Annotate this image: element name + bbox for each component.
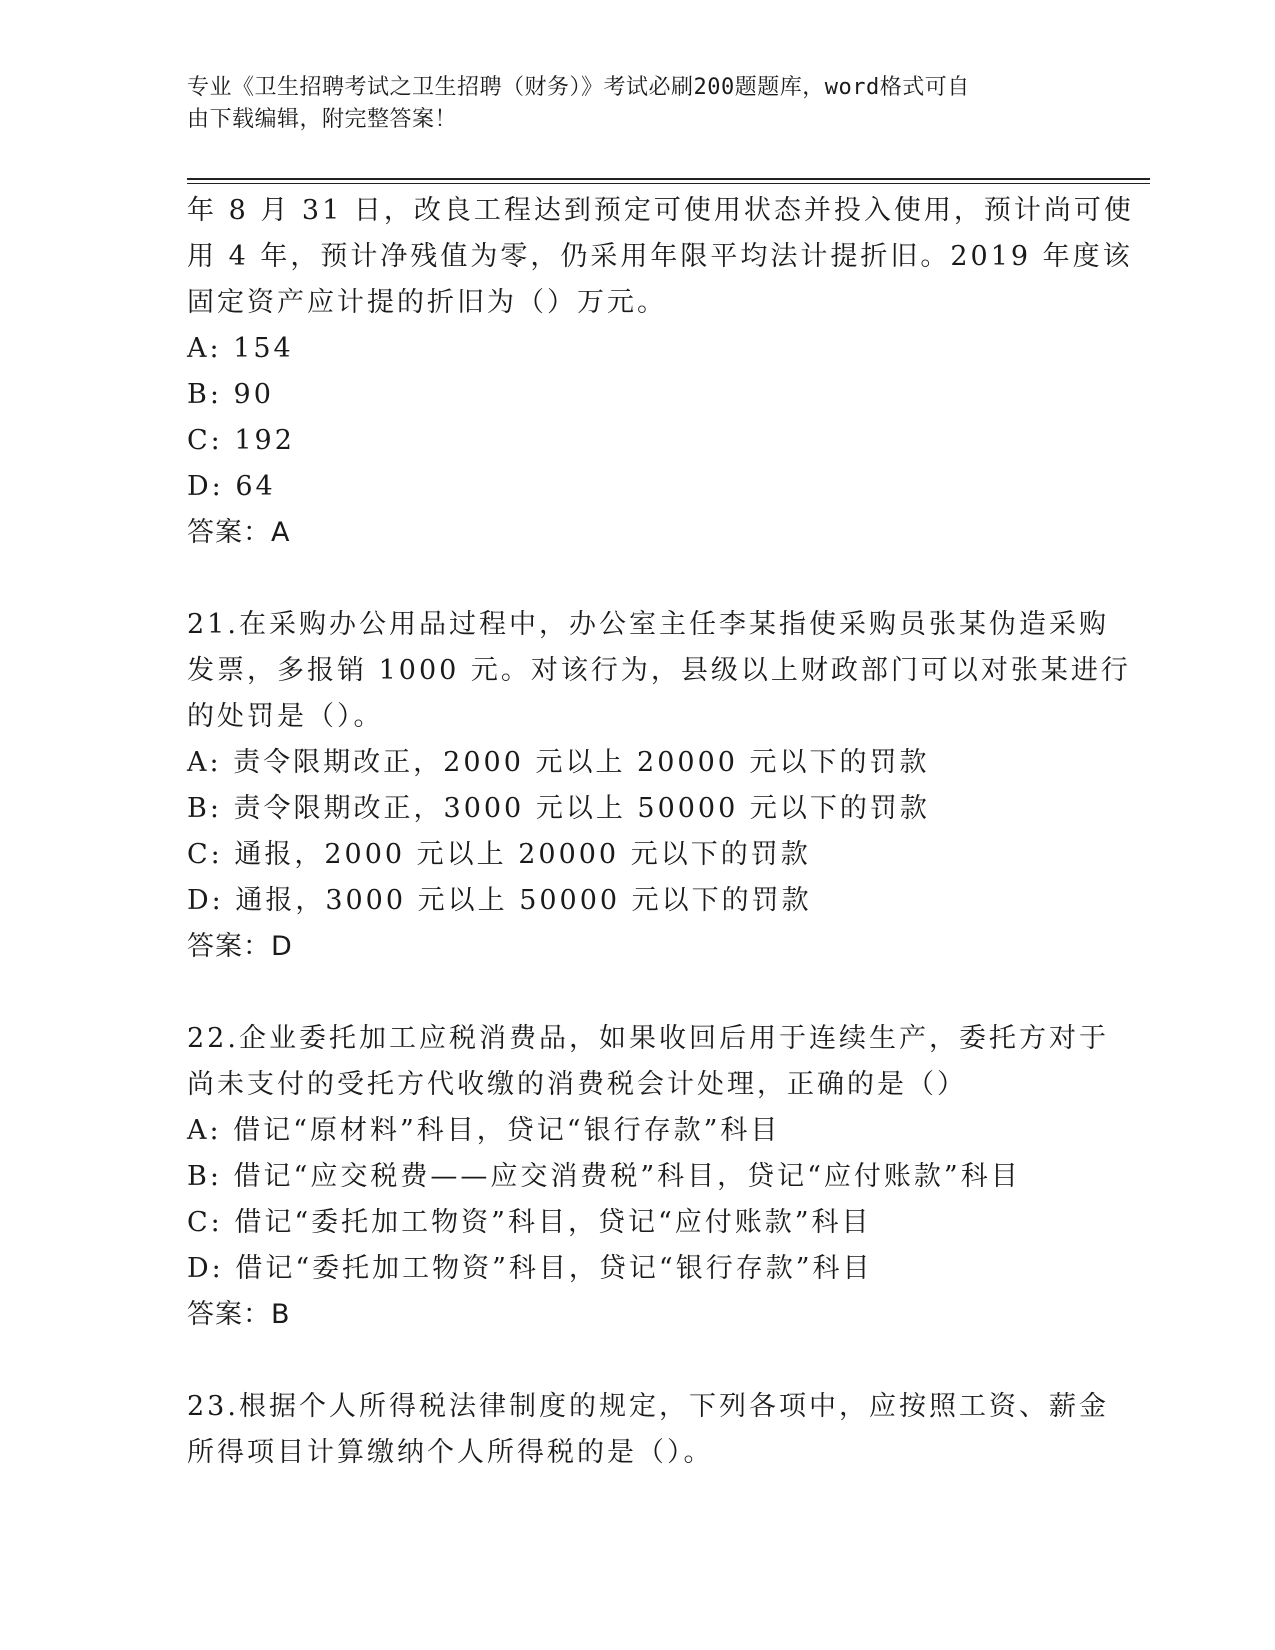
question-stem-line: 发票，多报销 1000 元。对该行为，县级以上财政部门可以对张某进行: [187, 655, 1131, 686]
option-d: D: 借记“委托加工物资”科目，贷记“银行存款”科目: [187, 1253, 873, 1284]
spacer: [187, 556, 1087, 602]
option-c: C: 通报，2000 元以上 20000 元以下的罚款: [187, 839, 811, 870]
header-line-2: 由下载编辑，附完整答案！: [187, 107, 458, 132]
question-21: [187, 602, 1131, 970]
header-line-1: 专业《卫生招聘考试之卫生招聘（财务）》考试必刷200题题库，word格式可自: [187, 75, 970, 100]
option-b: B: 责令限期改正，3000 元以上 50000 元以下的罚款: [187, 793, 930, 824]
spacer: [187, 970, 1087, 1016]
option-c: C: 192: [187, 425, 295, 456]
header-divider-thin: [187, 183, 1150, 184]
question-stem-line: 年 8 月 31 日，改良工程达到预定可使用状态并投入使用，预计尚可使: [187, 195, 1134, 226]
question-stem-line: 所得项目计算缴纳个人所得税的是（）。: [187, 1437, 714, 1468]
question-stem-line: 的处罚是（）。: [187, 701, 384, 732]
question-stem-line: 固定资产应计提的折旧为（）万元。: [187, 287, 667, 318]
question-23: [187, 1384, 1109, 1476]
page-header: [187, 72, 1067, 136]
question-stem-line: 23.根据个人所得税法律制度的规定，下列各项中，应按照工资、薪金: [187, 1391, 1109, 1422]
option-b: B: 借记“应交税费——应交消费税”科目，贷记“应付账款”科目: [187, 1161, 1021, 1192]
option-c: C: 借记“委托加工物资”科目，贷记“应付账款”科目: [187, 1207, 872, 1238]
spacer: [187, 1338, 1087, 1384]
answer-label: 答案：A: [187, 517, 291, 548]
question-22: [187, 1016, 1109, 1338]
option-a: A: 责令限期改正，2000 元以上 20000 元以下的罚款: [187, 747, 930, 778]
question-stem-line: 21.在采购办公用品过程中，办公室主任李某指使采购员张某伪造采购: [187, 609, 1109, 640]
header-divider: [187, 178, 1150, 180]
question-20: [187, 188, 1134, 556]
answer-label: 答案：D: [187, 931, 293, 962]
option-d: D: 64: [187, 471, 276, 502]
option-b: B: 90: [187, 379, 274, 410]
question-stem-line: 尚未支付的受托方代收缴的消费税会计处理，正确的是（）: [187, 1069, 967, 1100]
answer-label: 答案：B: [187, 1299, 291, 1330]
question-stem-line: 22.企业委托加工应税消费品，如果收回后用于连续生产，委托方对于: [187, 1023, 1109, 1054]
option-a: A: 154: [187, 333, 294, 364]
option-a: A: 借记“原材料”科目，贷记“银行存款”科目: [187, 1115, 781, 1146]
question-stem-line: 用 4 年，预计净残值为零，仍采用年限平均法计提折旧。2019 年度该: [187, 241, 1133, 272]
option-d: D: 通报，3000 元以上 50000 元以下的罚款: [187, 885, 812, 916]
document-body: [187, 188, 1134, 1476]
